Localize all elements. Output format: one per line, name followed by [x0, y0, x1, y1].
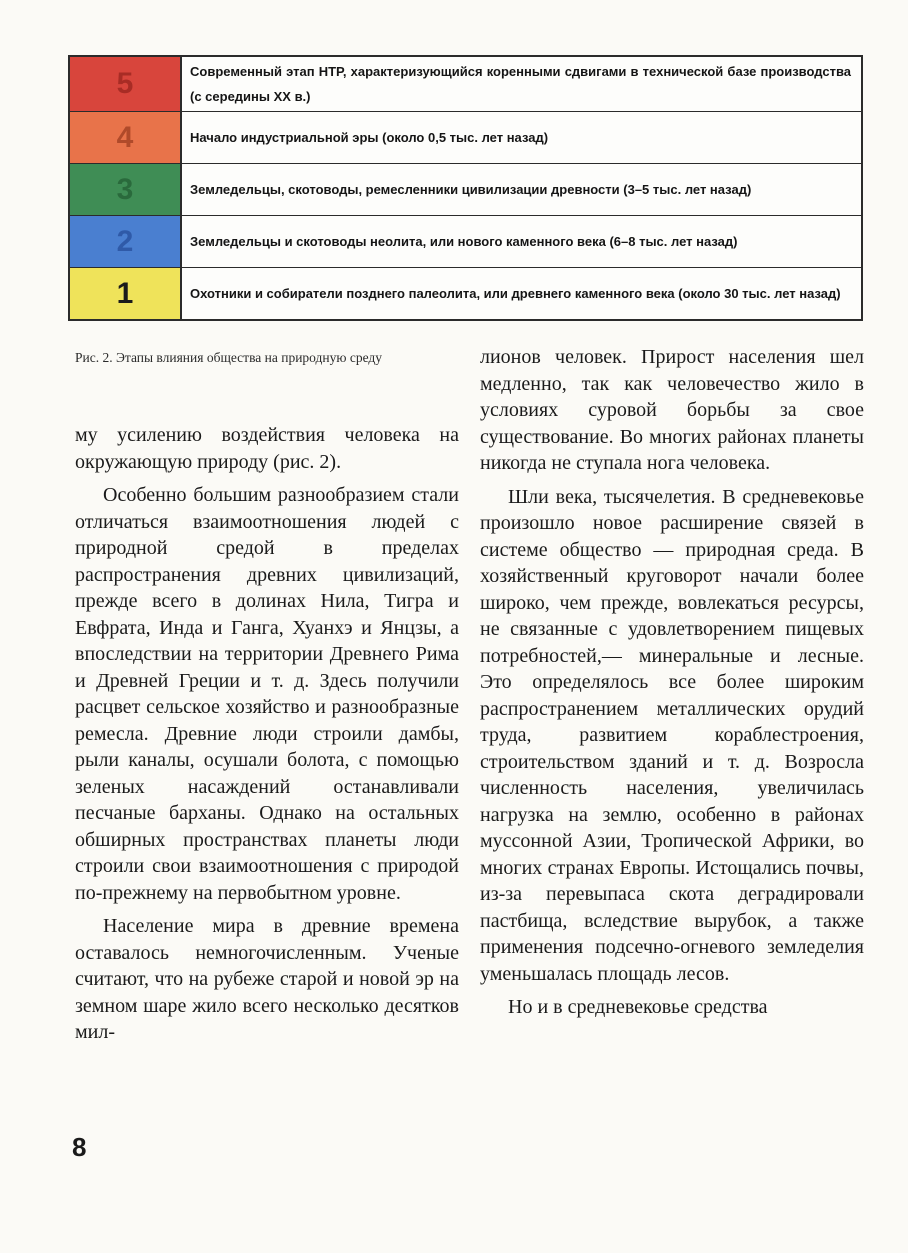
right-column — [480, 344, 864, 1021]
stage-description: Начало индустриальной эры (около 0,5 тыс. лет назад) — [182, 112, 861, 163]
stage-number: 3 — [70, 164, 182, 215]
stage-description: Охотники и собиратели позднего палеолита, или древнего каменного века (около 30 тыс. лет назад) — [182, 268, 861, 319]
stage-description: Земледельцы, скотоводы, ремесленники цивилизации древности (3–5 тыс. лет назад) — [182, 164, 861, 215]
stage-row — [70, 57, 861, 112]
stages-figure — [68, 55, 863, 321]
stage-number: 1 — [70, 268, 182, 319]
paragraph: лионов человек. Прирост населения шел медленно, так как человечество жило в условиях суровой борьбы за свое существование. Во многих районах планеты никогда не ступала нога человека. — [480, 346, 864, 474]
paragraph: Но и в средневековье средства — [508, 996, 768, 1018]
paragraph: му усилению воздействия человека на окружающую природу (рис. 2). — [75, 424, 459, 473]
paragraph: Особенно большим разнообразием стали отличаться взаимоотношения людей с природной средой в пределах распространения древних цивилизаций, прежде всего в долинах Нила, Тигра и Евфрата, Инда и Ганга, Хуанхэ и Янцзы, а впоследствии на территории Древнего Рима и Древней Греции и т. д. Здесь получили расцвет сельское хозяйство и разнообразные ремесла. Древние люди строили дамбы, рыли каналы, осушали болота, с помощью зеленых насаждений останавливали песчаные барханы. Однако на остальных обширных пространствах планеты люди строили свои взаимоотношения с природой по-прежнему на первобытном уровне. — [75, 484, 459, 904]
left-column — [75, 422, 459, 1046]
stage-number: 2 — [70, 216, 182, 267]
page-number: 8 — [72, 1132, 87, 1162]
stage-number: 4 — [70, 112, 182, 163]
stage-number: 5 — [70, 57, 182, 111]
stage-description: Современный этап НТР, характеризующийся коренными сдвигами в технической базе производства (с середины XX в.) — [182, 57, 861, 111]
paragraph: Шли века, тысячелетия. В средневековье произошло новое расширение связей в системе общество — природная среда. В хозяйственный круговорот начали более широко, чем прежде, вовлекаться ресурсы, не связанные с удовлетворением пищевых потребностей,— минеральные и лесные. Это определялось все более широким распространением металлических орудий труда, развитием кораблестроения, строительством зданий и т. д. Возросла численность населения, увеличилась нагрузка на землю, особенно в районах муссонной Азии, Тропической Африки, во многих странах Европы. Истощались почвы, из-за перевыпаса скота деградировали пастбища, вследствие вырубок, а также применения подсечно-огневого земледелия уменьшалась площадь лесов. — [480, 485, 864, 985]
stage-description: Земледельцы и скотоводы неолита, или нового каменного века (6–8 тыс. лет назад) — [182, 216, 861, 267]
stage-row — [70, 216, 861, 268]
stage-row — [70, 112, 861, 164]
paragraph: Население мира в древние времена оставалось немногочисленным. Ученые считают, что на рубеже старой и новой эр на земном шаре жило всего несколько десятков мил- — [75, 915, 459, 1043]
figure-caption: Рис. 2. Этапы влияния общества на природную среду — [75, 350, 383, 365]
stage-row — [70, 268, 861, 319]
stage-row — [70, 164, 861, 216]
